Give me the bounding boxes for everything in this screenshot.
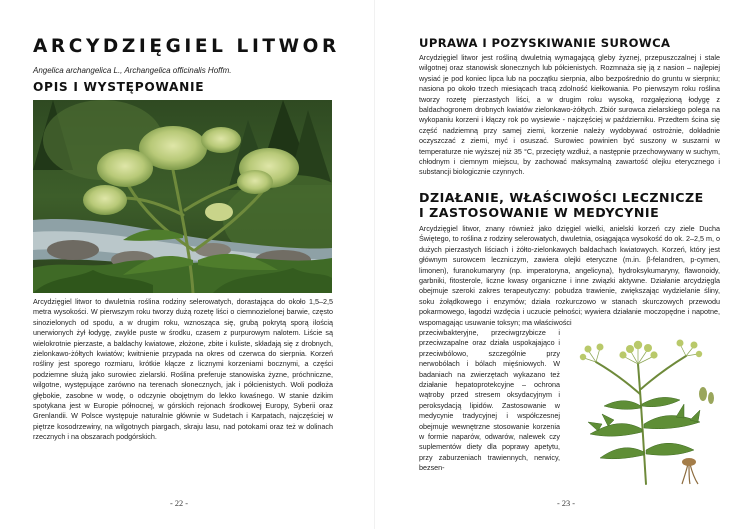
page-number-left: - 22 -: [170, 499, 188, 508]
medicinal-text: Arcydzięgiel litwor, znany również jako dzięgiel wielki, anielski korzeń czy ziele Ducha Świętego, to roślina z rodziny selerowatych, dwuletnia, osiągająca wysokość do ok. 2–2,5 m, o dużych pierzastych liściach i żółto-zielonkawych baldachach kwiatowych. Korzeń, który jest głównym surowcem leczniczym, zawiera olejki eteryczne (m.in. β-felandren, p-cymen, limonen), furanokumaryny (np. imperatoryna, angelicyna), hydroksykumaryny, flawonoidy, garbniki, fitosterole, liczne kwasy organiczne i inne związki aktywne. Działanie arcydzięgla obejmuje szeroki zakres terapeutyczny: pobudza trawienie, zwiększając wydzielanie śliny, soku żołądkowego i enzymów; działa rozkurczowo w stanach skurczowych przewodu pokarmowego, łagodzi wzdęcia i uczucie pełności; wywiera działanie moczopędne i napotne, wspomagając usuwanie toksyn; ma właściwości: [419, 224, 720, 327]
cultivation-text: Arcydzięgiel litwor jest rośliną dwuletnią wymagającą gleby żyznej, przepuszczalnej i stale wilgotnej oraz stanowisk słonecznych lub półcienistych. Rozmnaża się ją z nasion – najlepiej wysiać je pod koniec lipca lub na początku sierpnia, albo bezpośrednio do gruntu w sierpniu; nasiona po około trzech miesiącach tracą zdolność kiełkowania. Po pierwszym roku roślina tworzy rozetę pierzastych liści, a w drugim roku wysoką, rozgałęzioną łodygę z baldachogronem drobnych kwiatów zielonkawo-żółtych. Zbiór surowca zielarskiego polega na wykopaniu korzeni i kłączy rok po wysiewie - najczęściej w październiku. Przedtem ścina się część nadziemną przy samej ziemi, korzenie należy wydobywać ostrożnie, dokładnie oczyszczać z ziemi, myć i osuszać. Surowiec powinien być suszony w suszarni w temperaturze nie wyższej niż 35 °C, przecięty wzdłuż, a następnie przechowywany w suchym, chłodnym i ciemnym miejscu, by zachować maksymalną zawartość olejku eterycznego i substancji biologicznie czynnych.: [419, 53, 720, 177]
right-page: [375, 0, 750, 529]
section-title-cultivation: UPRAWA I POZYSKIWANIE SUROWCA: [419, 36, 671, 50]
botanical-illustration: [568, 334, 719, 485]
latin-names: Angelica archangelica L., Archangelica officinalis Hoffm.: [33, 66, 232, 75]
section-title-medicinal-line1: DZIAŁANIE, WŁAŚCIWOŚCI LECZNICZE: [419, 190, 704, 205]
description-text: Arcydzięgiel litwor to dwuletnia roślina rodziny selerowatych, dorastająca do około 1,5–2,5 metra wysokości. W pierwszym roku tworzy dużą rozetę liści o ciemnozielonej barwie, często sinozielonych od spodu, a w drugim roku, wznosząca się, grubą pokrytą sporą ilością unerwionych żył łodygę, zwykle puste w środku, czasem z purpurowym nalotem. Liście są wielokrotnie pierzaste, a baldachy kwiatowe, złożone, zbite i kuliste, składają się z drobnych, zielonkawo-żółtych kwiatów; kwitnienie przypada na okres od czerwca do sierpnia. Korzeń rośliny jest sporego rozmiaru, krótkie kłącze z licznymi korzeniami bocznymi, a części podziemne służą jako surowiec zielarski. Roślina preferuje stanowiska żyzne, próchniczne, wilgotne, występujące zarówno na terenach słonecznych, jak i półcienistych. Woli podłoża głębokie, zasobne w wodę, o odczynie obojętnym do lekko kwaśnego. W stanie dzikim spotykana jest w Europie północnej, w górskich rejonach środkowej Europy, Syberii oraz Grenlandii. W Polsce występuje naturalnie głównie w Sudetach i Karpatach, najczęściej w piętrze kosodrzewiny, na wilgotnych piargach, skraju lasu, nad potokami oraz też w dolinach rzecznych i na obszarach podgórskich.: [33, 297, 333, 442]
section-title-medicinal-line2: I ZASTOSOWANIE W MEDYCYNIE: [419, 205, 660, 220]
section-title-medicinal: [419, 190, 704, 220]
page-title: ARCYDZIĘGIEL LITWOR: [33, 36, 340, 57]
angelica-plant-photo: [33, 100, 332, 293]
section-title-description: OPIS I WYSTĘPOWANIE: [33, 80, 205, 94]
medicinal-text-continued: przeciwbakteryjne, przeciwgrzybicze i przeciwzapalne oraz działa uspokajająco i przeciwbólowo, szczególnie przy nerwobólach i bólach mięśniowych. W badaniach na zwierzętach wykazano też działanie hepatoprotekcyjne – ochrona wątroby przed stresem oksydacyjnym i peroksydacją lipidów. Zastosowanie w medycynie tradycyjnej i współczesnej obejmuje wewnętrzne stosowanie korzenia w formie naparów, odwarów, nalewek czy suplementów diety dla poprawy apetytu, przy zaburzeniach trawiennych, nerwicy, bezsen-: [419, 328, 560, 473]
page-number-right: - 23 -: [557, 499, 575, 508]
